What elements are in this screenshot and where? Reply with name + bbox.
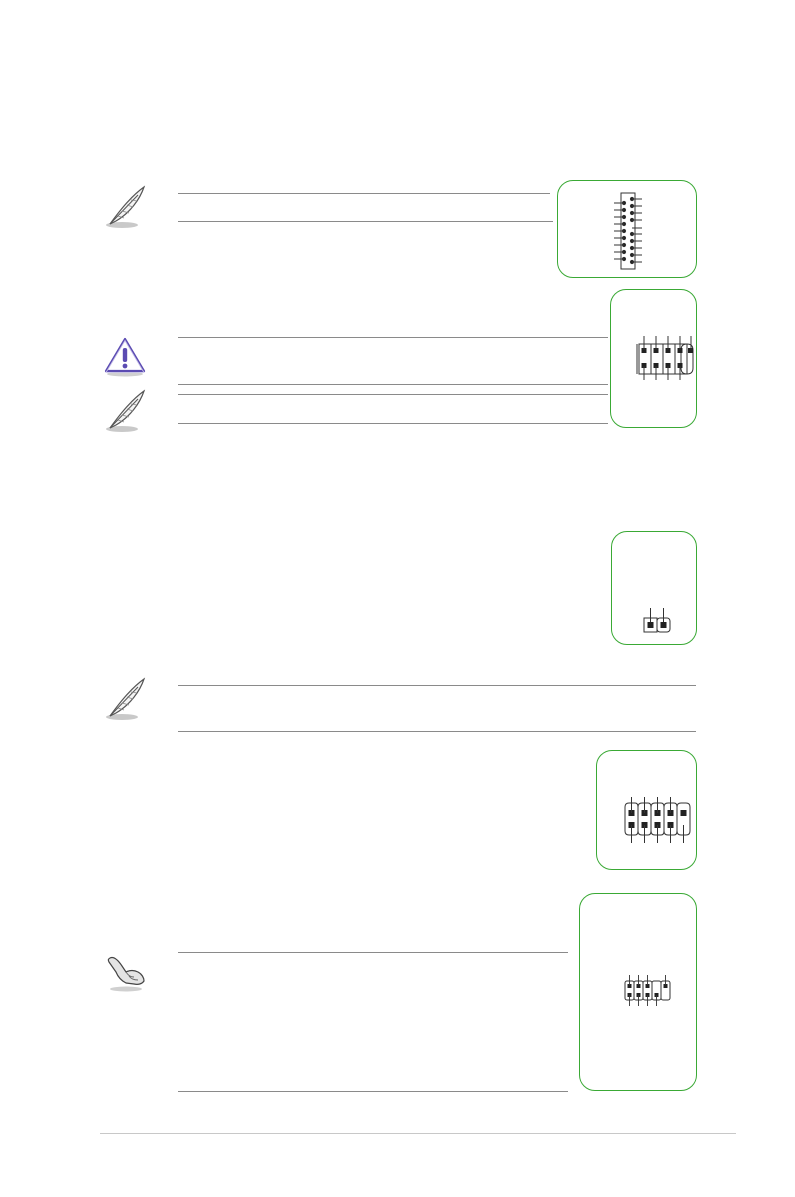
pin-header-b-graphic: [597, 751, 698, 871]
diagram-2-pin-header: [611, 531, 697, 645]
note-feather-icon: [100, 387, 150, 435]
footer-rule: [100, 1133, 736, 1134]
diagram-10-1-pin-header-small: [579, 893, 697, 1091]
diagram-vertical-header: [557, 180, 697, 278]
vertical-header-graphic: [558, 181, 698, 279]
two-pin-header-graphic: [612, 532, 698, 646]
caution-triangle-icon: [102, 336, 148, 378]
diagram-10-1-pin-header-b: [596, 750, 697, 870]
note-rule-top: [178, 685, 696, 686]
note-rule-top: [178, 394, 608, 395]
diagram-10-1-pin-header-a: [610, 289, 697, 428]
note-feather-icon: [100, 675, 150, 723]
note-rule-bottom: [178, 221, 553, 222]
note-rule-top: [178, 193, 550, 194]
hand-pointing-icon: [104, 950, 150, 994]
caution-rule-bottom: [178, 384, 608, 385]
pin-header-small-graphic: [580, 894, 698, 1092]
caution-rule-top: [178, 337, 608, 338]
important-rule-bottom: [178, 1091, 568, 1092]
note-rule-bottom: [178, 731, 696, 732]
note-rule-bottom: [178, 423, 608, 424]
pin-header-a-graphic: [611, 290, 698, 429]
important-rule-top: [178, 952, 568, 953]
note-feather-icon: [100, 183, 150, 231]
